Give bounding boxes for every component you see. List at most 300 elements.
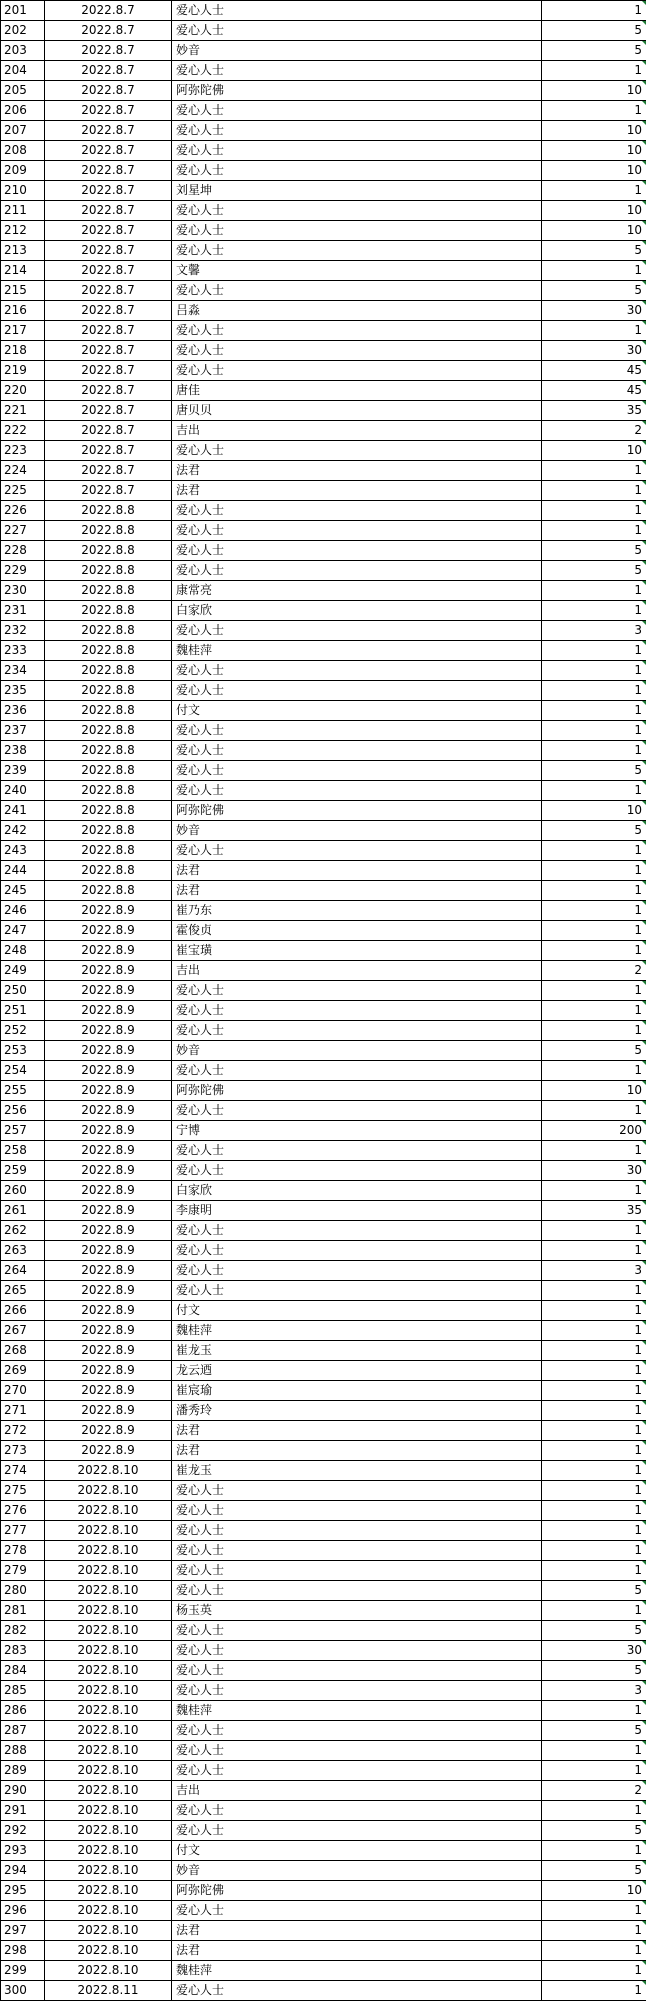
donor-name-cell: 爱心人士 <box>172 281 542 301</box>
row-number-cell: 265 <box>1 1281 45 1301</box>
date-cell: 2022.8.8 <box>45 521 172 541</box>
table-row <box>1 81 646 101</box>
table-row <box>1 1501 646 1521</box>
donor-name-cell: 爱心人士 <box>172 121 542 141</box>
row-number-cell: 235 <box>1 681 45 701</box>
amount-cell: 1 <box>542 861 646 881</box>
date-cell: 2022.8.10 <box>45 1581 172 1601</box>
amount-cell: 1 <box>542 521 646 541</box>
amount-cell: 5 <box>542 241 646 261</box>
table-row <box>1 1381 646 1401</box>
date-cell: 2022.8.9 <box>45 981 172 1001</box>
date-cell: 2022.8.7 <box>45 361 172 381</box>
table-row <box>1 681 646 701</box>
row-number-cell: 218 <box>1 341 45 361</box>
donor-name-cell: 付文 <box>172 1301 542 1321</box>
donor-name-cell: 爱心人士 <box>172 321 542 341</box>
date-cell: 2022.8.10 <box>45 1941 172 1961</box>
amount-cell: 1 <box>542 1101 646 1121</box>
donor-name-cell: 爱心人士 <box>172 501 542 521</box>
row-number-cell: 234 <box>1 661 45 681</box>
row-number-cell: 206 <box>1 101 45 121</box>
table-row <box>1 1521 646 1541</box>
table-row <box>1 1981 646 2001</box>
amount-cell: 1 <box>542 1141 646 1161</box>
amount-cell: 30 <box>542 1641 646 1661</box>
amount-cell: 5 <box>542 1821 646 1841</box>
date-cell: 2022.8.10 <box>45 1661 172 1681</box>
date-cell: 2022.8.10 <box>45 1701 172 1721</box>
row-number-cell: 208 <box>1 141 45 161</box>
row-number-cell: 240 <box>1 781 45 801</box>
table-row <box>1 1341 646 1361</box>
row-number-cell: 233 <box>1 641 45 661</box>
donor-name-cell: 爱心人士 <box>172 101 542 121</box>
table-row <box>1 1401 646 1421</box>
amount-cell: 1 <box>542 1541 646 1561</box>
amount-cell: 5 <box>542 41 646 61</box>
amount-cell: 1 <box>542 1241 646 1261</box>
row-number-cell: 279 <box>1 1561 45 1581</box>
amount-cell: 3 <box>542 621 646 641</box>
amount-cell: 1 <box>542 741 646 761</box>
amount-cell: 1 <box>542 1461 646 1481</box>
date-cell: 2022.8.7 <box>45 481 172 501</box>
row-number-cell: 246 <box>1 901 45 921</box>
donor-name-cell: 爱心人士 <box>172 981 542 1001</box>
row-number-cell: 231 <box>1 601 45 621</box>
table-row <box>1 1701 646 1721</box>
amount-cell: 10 <box>542 121 646 141</box>
row-number-cell: 244 <box>1 861 45 881</box>
amount-cell: 1 <box>542 881 646 901</box>
date-cell: 2022.8.8 <box>45 861 172 881</box>
amount-cell: 1 <box>542 1801 646 1821</box>
donor-name-cell: 爱心人士 <box>172 161 542 181</box>
date-cell: 2022.8.9 <box>45 1201 172 1221</box>
table-row <box>1 41 646 61</box>
date-cell: 2022.8.10 <box>45 1861 172 1881</box>
row-number-cell: 300 <box>1 1981 45 2001</box>
date-cell: 2022.8.10 <box>45 1841 172 1861</box>
row-number-cell: 202 <box>1 21 45 41</box>
donor-name-cell: 魏桂萍 <box>172 1701 542 1721</box>
row-number-cell: 242 <box>1 821 45 841</box>
donor-name-cell: 爱心人士 <box>172 1981 542 2001</box>
table-row <box>1 1941 646 1961</box>
amount-cell: 3 <box>542 1261 646 1281</box>
row-number-cell: 224 <box>1 461 45 481</box>
table-row <box>1 481 646 501</box>
donor-name-cell: 法君 <box>172 1941 542 1961</box>
amount-cell: 1 <box>542 1761 646 1781</box>
row-number-cell: 203 <box>1 41 45 61</box>
amount-cell: 35 <box>542 1201 646 1221</box>
date-cell: 2022.8.8 <box>45 721 172 741</box>
donor-name-cell: 崔乃东 <box>172 901 542 921</box>
table-row <box>1 1421 646 1441</box>
table-row <box>1 401 646 421</box>
row-number-cell: 282 <box>1 1621 45 1641</box>
row-number-cell: 291 <box>1 1801 45 1821</box>
row-number-cell: 298 <box>1 1941 45 1961</box>
date-cell: 2022.8.7 <box>45 441 172 461</box>
amount-cell: 2 <box>542 961 646 981</box>
amount-cell: 2 <box>542 421 646 441</box>
date-cell: 2022.8.9 <box>45 1281 172 1301</box>
table-row <box>1 281 646 301</box>
row-number-cell: 251 <box>1 1001 45 1021</box>
row-number-cell: 288 <box>1 1741 45 1761</box>
table-row <box>1 861 646 881</box>
donor-name-cell: 爱心人士 <box>172 1901 542 1921</box>
table-row <box>1 1821 646 1841</box>
row-number-cell: 289 <box>1 1761 45 1781</box>
donor-name-cell: 龙云迺 <box>172 1361 542 1381</box>
amount-cell: 1 <box>542 481 646 501</box>
donor-name-cell: 爱心人士 <box>172 1001 542 1021</box>
donor-name-cell: 白家欣 <box>172 601 542 621</box>
donor-name-cell: 爱心人士 <box>172 21 542 41</box>
row-number-cell: 237 <box>1 721 45 741</box>
donor-name-cell: 文馨 <box>172 261 542 281</box>
table-row <box>1 1161 646 1181</box>
date-cell: 2022.8.8 <box>45 601 172 621</box>
date-cell: 2022.8.7 <box>45 221 172 241</box>
donor-name-cell: 法君 <box>172 881 542 901</box>
date-cell: 2022.8.10 <box>45 1601 172 1621</box>
table-row <box>1 961 646 981</box>
date-cell: 2022.8.7 <box>45 121 172 141</box>
table-row <box>1 561 646 581</box>
date-cell: 2022.8.9 <box>45 1361 172 1381</box>
table-row <box>1 141 646 161</box>
date-cell: 2022.8.7 <box>45 401 172 421</box>
row-number-cell: 201 <box>1 1 45 21</box>
amount-cell: 1 <box>542 1561 646 1581</box>
amount-cell: 5 <box>542 21 646 41</box>
date-cell: 2022.8.10 <box>45 1521 172 1541</box>
table-row <box>1 781 646 801</box>
date-cell: 2022.8.9 <box>45 1301 172 1321</box>
donor-name-cell: 爱心人士 <box>172 1221 542 1241</box>
date-cell: 2022.8.7 <box>45 261 172 281</box>
donor-name-cell: 爱心人士 <box>172 541 542 561</box>
date-cell: 2022.8.8 <box>45 741 172 761</box>
row-number-cell: 248 <box>1 941 45 961</box>
amount-cell: 35 <box>542 401 646 421</box>
donor-name-cell: 妙音 <box>172 1041 542 1061</box>
date-cell: 2022.8.9 <box>45 1041 172 1061</box>
amount-cell: 1 <box>542 981 646 1001</box>
date-cell: 2022.8.7 <box>45 81 172 101</box>
table-row <box>1 61 646 81</box>
amount-cell: 1 <box>542 661 646 681</box>
amount-cell: 1 <box>542 61 646 81</box>
date-cell: 2022.8.8 <box>45 781 172 801</box>
amount-cell: 1 <box>542 1421 646 1441</box>
donor-name-cell: 妙音 <box>172 1861 542 1881</box>
table-row <box>1 1561 646 1581</box>
row-number-cell: 211 <box>1 201 45 221</box>
date-cell: 2022.8.10 <box>45 1761 172 1781</box>
row-number-cell: 299 <box>1 1961 45 1981</box>
table-row <box>1 1441 646 1461</box>
row-number-cell: 230 <box>1 581 45 601</box>
table-row <box>1 541 646 561</box>
amount-cell: 10 <box>542 201 646 221</box>
table-row <box>1 1901 646 1921</box>
amount-cell: 5 <box>542 1861 646 1881</box>
date-cell: 2022.8.8 <box>45 881 172 901</box>
row-number-cell: 220 <box>1 381 45 401</box>
amount-cell: 5 <box>542 541 646 561</box>
donor-name-cell: 爱心人士 <box>172 1821 542 1841</box>
row-number-cell: 221 <box>1 401 45 421</box>
date-cell: 2022.8.10 <box>45 1721 172 1741</box>
row-number-cell: 254 <box>1 1061 45 1081</box>
table-row <box>1 1061 646 1081</box>
date-cell: 2022.8.10 <box>45 1541 172 1561</box>
date-cell: 2022.8.8 <box>45 701 172 721</box>
donor-name-cell: 爱心人士 <box>172 1641 542 1661</box>
amount-cell: 1 <box>542 1601 646 1621</box>
amount-cell: 1 <box>542 641 646 661</box>
date-cell: 2022.8.7 <box>45 41 172 61</box>
table-row <box>1 421 646 441</box>
row-number-cell: 207 <box>1 121 45 141</box>
amount-cell: 1 <box>542 581 646 601</box>
date-cell: 2022.8.7 <box>45 241 172 261</box>
donor-name-cell: 爱心人士 <box>172 1621 542 1641</box>
row-number-cell: 212 <box>1 221 45 241</box>
donor-name-cell: 爱心人士 <box>172 521 542 541</box>
date-cell: 2022.8.9 <box>45 1001 172 1021</box>
amount-cell: 1 <box>542 1 646 21</box>
table-row <box>1 761 646 781</box>
amount-cell: 1 <box>542 1741 646 1761</box>
amount-cell: 1 <box>542 1061 646 1081</box>
donor-name-cell: 爱心人士 <box>172 361 542 381</box>
amount-cell: 45 <box>542 361 646 381</box>
row-number-cell: 285 <box>1 1681 45 1701</box>
row-number-cell: 238 <box>1 741 45 761</box>
donor-name-cell: 爱心人士 <box>172 341 542 361</box>
donor-name-cell: 白家欣 <box>172 1181 542 1201</box>
date-cell: 2022.8.10 <box>45 1821 172 1841</box>
donor-name-cell: 吉出 <box>172 421 542 441</box>
donor-name-cell: 爱心人士 <box>172 1761 542 1781</box>
amount-cell: 1 <box>542 941 646 961</box>
amount-cell: 1 <box>542 181 646 201</box>
row-number-cell: 261 <box>1 1201 45 1221</box>
table-row <box>1 161 646 181</box>
date-cell: 2022.8.7 <box>45 341 172 361</box>
table-row <box>1 1641 646 1661</box>
table-row <box>1 1781 646 1801</box>
table-row <box>1 1041 646 1061</box>
date-cell: 2022.8.9 <box>45 921 172 941</box>
donor-name-cell: 法君 <box>172 1421 542 1441</box>
donor-name-cell: 崔宝璜 <box>172 941 542 961</box>
row-number-cell: 275 <box>1 1481 45 1501</box>
date-cell: 2022.8.9 <box>45 961 172 981</box>
row-number-cell: 266 <box>1 1301 45 1321</box>
table-row <box>1 181 646 201</box>
amount-cell: 5 <box>542 281 646 301</box>
row-number-cell: 225 <box>1 481 45 501</box>
date-cell: 2022.8.10 <box>45 1461 172 1481</box>
row-number-cell: 227 <box>1 521 45 541</box>
amount-cell: 1 <box>542 1441 646 1461</box>
table-row <box>1 821 646 841</box>
table-row <box>1 1021 646 1041</box>
amount-cell: 45 <box>542 381 646 401</box>
date-cell: 2022.8.7 <box>45 101 172 121</box>
date-cell: 2022.8.10 <box>45 1681 172 1701</box>
amount-cell: 1 <box>542 261 646 281</box>
donor-name-cell: 爱心人士 <box>172 61 542 81</box>
table-row <box>1 661 646 681</box>
amount-cell: 1 <box>542 701 646 721</box>
donor-name-cell: 崔龙玉 <box>172 1341 542 1361</box>
donor-name-cell: 爱心人士 <box>172 1501 542 1521</box>
table-row <box>1 1301 646 1321</box>
row-number-cell: 216 <box>1 301 45 321</box>
date-cell: 2022.8.10 <box>45 1781 172 1801</box>
date-cell: 2022.8.8 <box>45 681 172 701</box>
amount-cell: 1 <box>542 1701 646 1721</box>
date-cell: 2022.8.8 <box>45 561 172 581</box>
row-number-cell: 213 <box>1 241 45 261</box>
amount-cell: 1 <box>542 1341 646 1361</box>
date-cell: 2022.8.8 <box>45 841 172 861</box>
row-number-cell: 268 <box>1 1341 45 1361</box>
amount-cell: 5 <box>542 1661 646 1681</box>
row-number-cell: 215 <box>1 281 45 301</box>
row-number-cell: 222 <box>1 421 45 441</box>
date-cell: 2022.8.10 <box>45 1741 172 1761</box>
donor-name-cell: 杨玉英 <box>172 1601 542 1621</box>
table-row <box>1 1181 646 1201</box>
date-cell: 2022.8.8 <box>45 621 172 641</box>
row-number-cell: 250 <box>1 981 45 1001</box>
row-number-cell: 245 <box>1 881 45 901</box>
table-row <box>1 881 646 901</box>
table-body <box>1 1 646 2001</box>
donor-name-cell: 唐贝贝 <box>172 401 542 421</box>
table-row <box>1 641 646 661</box>
date-cell: 2022.8.9 <box>45 1341 172 1361</box>
donor-name-cell: 魏桂萍 <box>172 1961 542 1981</box>
amount-cell: 10 <box>542 1881 646 1901</box>
date-cell: 2022.8.8 <box>45 501 172 521</box>
date-cell: 2022.8.7 <box>45 301 172 321</box>
table-row <box>1 1841 646 1861</box>
donor-name-cell: 爱心人士 <box>172 1101 542 1121</box>
amount-cell: 1 <box>542 1321 646 1341</box>
date-cell: 2022.8.9 <box>45 1241 172 1261</box>
table-row <box>1 921 646 941</box>
table-row <box>1 221 646 241</box>
date-cell: 2022.8.10 <box>45 1481 172 1501</box>
table-row <box>1 1101 646 1121</box>
row-number-cell: 210 <box>1 181 45 201</box>
table-row <box>1 621 646 641</box>
table-row <box>1 521 646 541</box>
table-row <box>1 1681 646 1701</box>
donor-name-cell: 爱心人士 <box>172 681 542 701</box>
table-row <box>1 21 646 41</box>
row-number-cell: 284 <box>1 1661 45 1681</box>
amount-cell: 1 <box>542 1901 646 1921</box>
amount-cell: 10 <box>542 141 646 161</box>
donor-name-cell: 妙音 <box>172 821 542 841</box>
donor-name-cell: 爱心人士 <box>172 561 542 581</box>
table-row <box>1 581 646 601</box>
date-cell: 2022.8.7 <box>45 201 172 221</box>
row-number-cell: 290 <box>1 1781 45 1801</box>
amount-cell: 1 <box>542 901 646 921</box>
row-number-cell: 260 <box>1 1181 45 1201</box>
donor-name-cell: 爱心人士 <box>172 1721 542 1741</box>
row-number-cell: 262 <box>1 1221 45 1241</box>
table-row <box>1 1261 646 1281</box>
row-number-cell: 226 <box>1 501 45 521</box>
amount-cell: 10 <box>542 221 646 241</box>
amount-cell: 1 <box>542 1001 646 1021</box>
amount-cell: 3 <box>542 1681 646 1701</box>
table-row <box>1 461 646 481</box>
row-number-cell: 232 <box>1 621 45 641</box>
donor-name-cell: 爱心人士 <box>172 1481 542 1501</box>
row-number-cell: 256 <box>1 1101 45 1121</box>
row-number-cell: 274 <box>1 1461 45 1481</box>
table-row <box>1 601 646 621</box>
table-row <box>1 441 646 461</box>
date-cell: 2022.8.8 <box>45 801 172 821</box>
donor-name-cell: 爱心人士 <box>172 1141 542 1161</box>
donor-name-cell: 爱心人士 <box>172 1741 542 1761</box>
table-row <box>1 361 646 381</box>
donor-name-cell: 爱心人士 <box>172 1521 542 1541</box>
date-cell: 2022.8.7 <box>45 321 172 341</box>
date-cell: 2022.8.11 <box>45 1981 172 2001</box>
row-number-cell: 277 <box>1 1521 45 1541</box>
table-row <box>1 1541 646 1561</box>
table-row <box>1 1721 646 1741</box>
amount-cell: 1 <box>542 601 646 621</box>
row-number-cell: 296 <box>1 1901 45 1921</box>
donor-name-cell: 爱心人士 <box>172 1061 542 1081</box>
date-cell: 2022.8.7 <box>45 161 172 181</box>
table-row <box>1 981 646 1001</box>
table-row <box>1 741 646 761</box>
date-cell: 2022.8.7 <box>45 281 172 301</box>
amount-cell: 30 <box>542 1161 646 1181</box>
amount-cell: 200 <box>542 1121 646 1141</box>
donor-name-cell: 爱心人士 <box>172 1281 542 1301</box>
amount-cell: 1 <box>542 1481 646 1501</box>
donor-name-cell: 唐佳 <box>172 381 542 401</box>
donor-name-cell: 爱心人士 <box>172 141 542 161</box>
row-number-cell: 294 <box>1 1861 45 1881</box>
table-row <box>1 1 646 21</box>
amount-cell: 1 <box>542 321 646 341</box>
amount-cell: 5 <box>542 761 646 781</box>
row-number-cell: 214 <box>1 261 45 281</box>
amount-cell: 1 <box>542 1841 646 1861</box>
